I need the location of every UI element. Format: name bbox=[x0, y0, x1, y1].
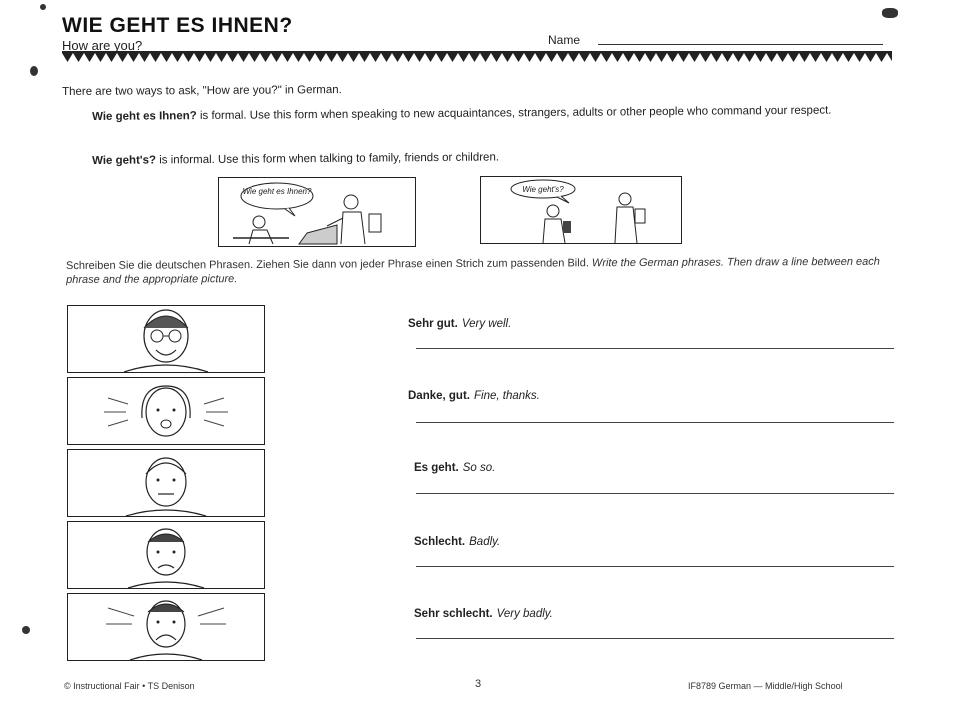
border-triangle bbox=[326, 53, 337, 62]
border-triangle bbox=[832, 53, 843, 62]
border-triangle bbox=[106, 53, 117, 62]
border-triangle bbox=[436, 53, 447, 62]
border-triangle bbox=[667, 53, 678, 62]
name-label: Name bbox=[548, 33, 581, 47]
face-panel-badly bbox=[67, 521, 265, 589]
formal-greeting-illustration bbox=[218, 177, 416, 247]
border-triangle bbox=[546, 53, 557, 62]
border-triangle bbox=[711, 53, 722, 62]
border-triangle bbox=[315, 53, 326, 62]
answer-line-badly[interactable] bbox=[416, 566, 894, 567]
border-triangle bbox=[282, 53, 293, 62]
border-triangle bbox=[194, 53, 205, 62]
border-triangle bbox=[337, 53, 348, 62]
border-triangle bbox=[172, 53, 183, 62]
border-triangle bbox=[678, 53, 689, 62]
formal-phrase: Wie geht es Ihnen? bbox=[92, 110, 197, 123]
border-triangle bbox=[568, 53, 579, 62]
phrase-badly: Schlecht. Badly. bbox=[414, 536, 501, 548]
face-panel-very-well bbox=[67, 305, 265, 373]
page-title: WIE GEHT ES IHNEN? bbox=[62, 14, 293, 37]
border-triangle bbox=[95, 53, 106, 62]
informal-explanation: is informal. Use this form when talking to family, friends or children. bbox=[155, 151, 500, 167]
scan-speck bbox=[40, 4, 46, 10]
border-triangle bbox=[359, 53, 370, 62]
phrase-very-badly: Sehr schlecht. Very badly. bbox=[414, 608, 553, 620]
border-triangle bbox=[579, 53, 590, 62]
border-triangle bbox=[480, 53, 491, 62]
page-number: 3 bbox=[475, 678, 482, 690]
border-triangle bbox=[777, 53, 788, 62]
page-subtitle: How are you? bbox=[62, 38, 143, 53]
face-panel-so-so bbox=[67, 449, 265, 517]
border-triangle bbox=[788, 53, 799, 62]
border-triangle bbox=[601, 53, 612, 62]
border-triangle bbox=[766, 53, 777, 62]
border-triangle bbox=[689, 53, 700, 62]
informal-greeting-illustration bbox=[480, 176, 682, 244]
answer-line-fine-thanks[interactable] bbox=[416, 422, 894, 423]
scan-speck bbox=[22, 626, 30, 634]
border-triangle bbox=[73, 53, 84, 62]
informal-speech-bubble: Wie geht's? bbox=[522, 185, 564, 194]
border-triangle bbox=[425, 53, 436, 62]
informal-phrase: Wie geht's? bbox=[92, 154, 157, 167]
instructions bbox=[66, 255, 896, 287]
border-triangle bbox=[249, 53, 260, 62]
border-triangle bbox=[414, 53, 425, 62]
border-triangle bbox=[656, 53, 667, 62]
border-triangle bbox=[403, 53, 414, 62]
border-triangle bbox=[227, 53, 238, 62]
border-triangle bbox=[557, 53, 568, 62]
border-triangle bbox=[513, 53, 524, 62]
border-triangle bbox=[843, 53, 854, 62]
border-triangle bbox=[260, 53, 271, 62]
border-triangle bbox=[205, 53, 216, 62]
border-triangle bbox=[139, 53, 150, 62]
border-triangle bbox=[370, 53, 381, 62]
phrase-very-well: Sehr gut. Very well. bbox=[408, 318, 512, 330]
border-triangle bbox=[271, 53, 282, 62]
formal-explanation: is formal. Use this form when speaking to new acquaintances, strangers, adults or other people who command your respect. bbox=[196, 104, 832, 123]
footer-copyright: © Instructional Fair • TS Denison bbox=[64, 681, 195, 691]
border-triangle bbox=[293, 53, 304, 62]
triangle-border bbox=[62, 50, 892, 64]
instructions-english: Write the German phrases. Then draw a line between each phrase and the appropriate picture. bbox=[66, 255, 880, 286]
border-triangle bbox=[733, 53, 744, 62]
border-triangle bbox=[62, 53, 73, 62]
scan-speck bbox=[30, 66, 38, 76]
intro-text: There are two ways to ask, "How are you?" in German. bbox=[62, 84, 342, 98]
border-triangle bbox=[535, 53, 546, 62]
border-triangle bbox=[216, 53, 227, 62]
face-panel-fine-thanks bbox=[67, 377, 265, 445]
border-triangle bbox=[799, 53, 810, 62]
border-triangle bbox=[700, 53, 711, 62]
answer-line-very-well[interactable] bbox=[416, 348, 894, 349]
face-panel-very-badly bbox=[67, 593, 265, 661]
border-triangle bbox=[590, 53, 601, 62]
border-triangle bbox=[612, 53, 623, 62]
border-triangle bbox=[238, 53, 249, 62]
border-triangle bbox=[722, 53, 733, 62]
border-triangle bbox=[392, 53, 403, 62]
border-triangle bbox=[447, 53, 458, 62]
border-triangle bbox=[469, 53, 480, 62]
formal-speech-bubble: Wie geht es Ihnen? bbox=[242, 187, 312, 196]
border-triangle bbox=[84, 53, 95, 62]
border-triangle bbox=[744, 53, 755, 62]
answer-line-very-badly[interactable] bbox=[416, 638, 894, 639]
border-triangle bbox=[887, 53, 892, 62]
border-triangle bbox=[491, 53, 502, 62]
informal-paragraph bbox=[92, 147, 852, 169]
phrase-so-so: Es geht. So so. bbox=[414, 462, 496, 474]
border-triangle bbox=[381, 53, 392, 62]
formal-paragraph bbox=[92, 103, 852, 125]
border-triangle bbox=[304, 53, 315, 62]
border-triangle bbox=[854, 53, 865, 62]
border-triangle bbox=[821, 53, 832, 62]
border-triangle bbox=[865, 53, 876, 62]
instructions-german: Schreiben Sie die deutschen Phrasen. Ziehen Sie dann von jeder Phrase einen Strich zum passenden Bild. bbox=[66, 257, 589, 272]
border-triangle bbox=[458, 53, 469, 62]
border-triangle bbox=[645, 53, 656, 62]
border-triangle bbox=[150, 53, 161, 62]
border-triangle bbox=[128, 53, 139, 62]
name-field-line[interactable] bbox=[598, 44, 883, 45]
border-triangle bbox=[348, 53, 359, 62]
border-triangle bbox=[623, 53, 634, 62]
border-triangle bbox=[810, 53, 821, 62]
border-triangle bbox=[755, 53, 766, 62]
border-triangle bbox=[161, 53, 172, 62]
border-triangle bbox=[183, 53, 194, 62]
phrase-fine-thanks: Danke, gut. Fine, thanks. bbox=[408, 390, 540, 402]
border-triangle bbox=[502, 53, 513, 62]
answer-line-so-so[interactable] bbox=[416, 493, 894, 494]
footer-book-id: IF8789 German — Middle/High School bbox=[688, 681, 843, 691]
border-triangle bbox=[876, 53, 887, 62]
border-triangle bbox=[524, 53, 535, 62]
border-triangle bbox=[634, 53, 645, 62]
border-triangle bbox=[117, 53, 128, 62]
scan-speck bbox=[882, 8, 898, 18]
